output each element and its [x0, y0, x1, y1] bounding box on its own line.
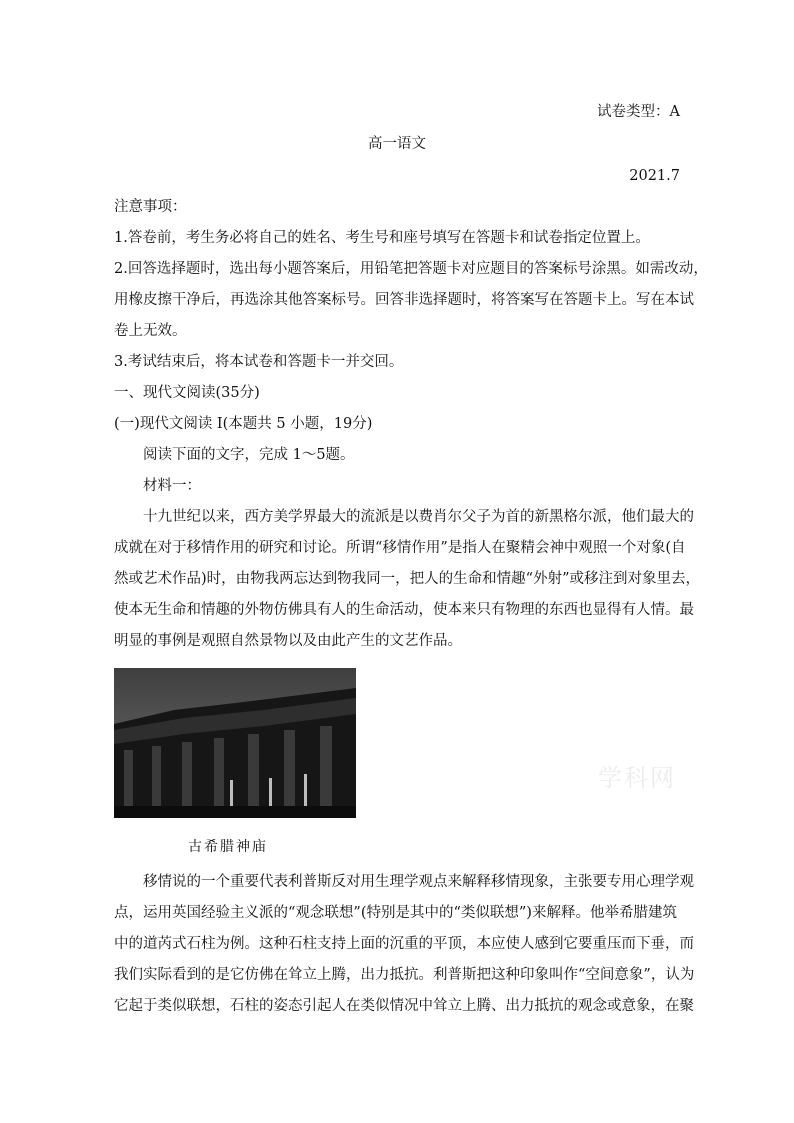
paragraph-line: 我们实际看到的是它仿佛在耸立上腾，出力抵抗。利普斯把这种印象叫作“空间意象”，认为	[114, 967, 695, 983]
figure-caption: 古希腊神庙	[188, 839, 268, 855]
paper-type: 试卷类型：A	[597, 104, 680, 120]
temple-illustration	[114, 668, 356, 818]
notes-line: 用橡皮擦干净后，再选涂其他答案标号。回答非选择题时，将答案写在答题卡上。写在本试	[114, 292, 694, 308]
paragraph-line: 明显的事例是观照自然景物以及由此产生的文艺作品。	[114, 633, 462, 649]
notes-line: 2.回答选择题时，选出每小题答案后，用铅笔把答题卡对应题目的答案标号涂黑。如需改动，	[114, 261, 708, 277]
paragraph-line: 点，运用英国经验主义派的“观念联想”(特别是其中的“类似联想”)来解释。他举希腊建筑	[114, 905, 677, 921]
instruction: 阅读下面的文字，完成 1～5题。	[143, 447, 355, 463]
notes-line: 卷上无效。	[114, 323, 187, 339]
notes-line: 3.考试结束后，将本试卷和答题卡一并交回。	[114, 354, 404, 370]
paragraph-line: 十九世纪以来，西方美学界最大的流派是以费肖尔父子为首的新黑格尔派，他们最大的	[143, 509, 694, 525]
paragraph-line: 中的道芮式石柱为例。这种石柱支持上面的沉重的平顶，本应使人感到它要重压而下垂，而	[114, 936, 694, 952]
paragraph-line: 使本无生命和情趣的外物仿佛具有人的生命活动，使本来只有物理的东西也显得有人情。最	[114, 602, 694, 618]
paragraph-line: 成就在对于移情作用的研究和讨论。所谓“移情作用”是指人在聚精会神中观照一个对象(自	[114, 540, 686, 556]
paragraph-line: 然或艺术作品)时，由物我两忘达到物我同一，把人的生命和情趣“外射”或移注到对象里去，	[114, 571, 700, 587]
page-title: 高一语文	[368, 136, 426, 152]
notes-heading: 注意事项：	[114, 199, 187, 215]
paragraph-line: 移情说的一个重要代表利普斯反对用生理学观点来解释移情现象，主张要专用心理学观	[143, 874, 694, 890]
section-subheading: (一)现代文阅读 I(本题共 5 小题，19分)	[114, 416, 373, 432]
section-heading: 一、现代文阅读(35分)	[114, 385, 260, 401]
notes-line: 1.答卷前，考生务必将自己的姓名、考生号和座号填写在答题卡和试卷指定位置上。	[114, 230, 650, 246]
paragraph-line: 它起于类似联想，石柱的姿态引起人在类似情况中耸立上腾、出力抵抗的观念或意象，在聚	[114, 998, 694, 1014]
exam-date: 2021.7	[629, 168, 680, 184]
watermark: 学科网	[598, 764, 676, 792]
temple-photo	[114, 668, 356, 818]
material-label: 材料一：	[143, 478, 201, 494]
